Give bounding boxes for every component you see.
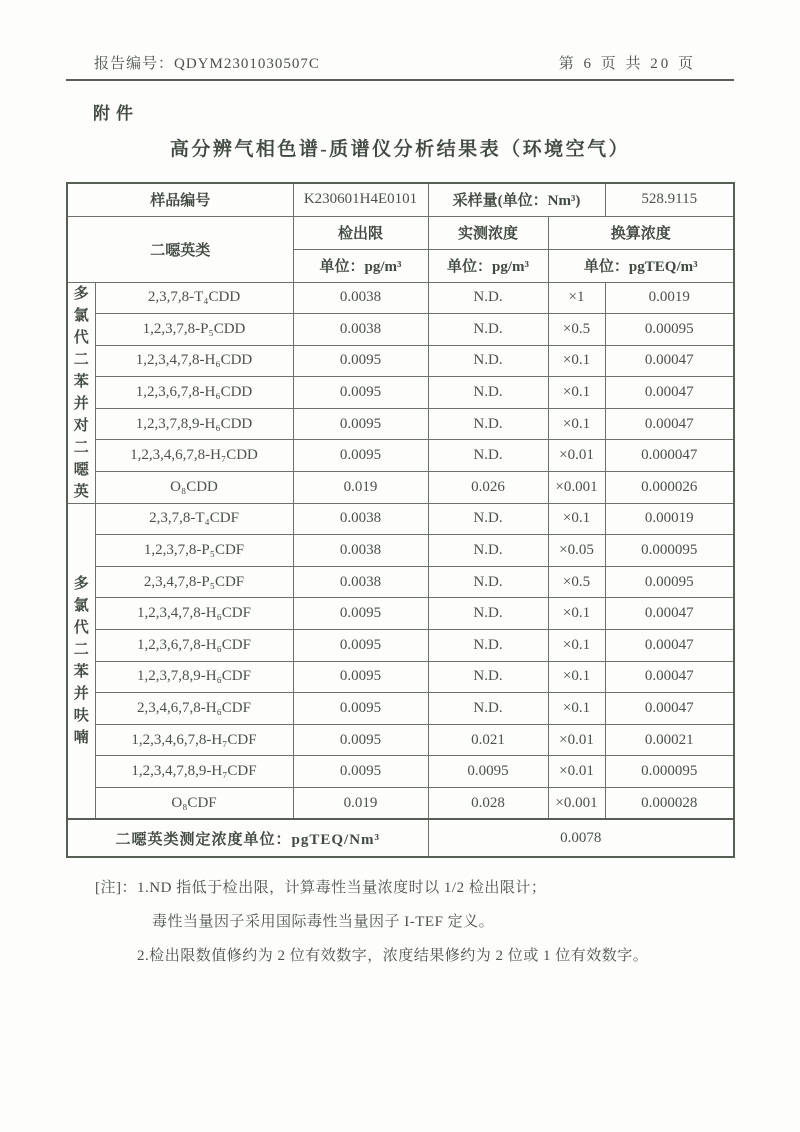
measured-value: 0.026 (428, 472, 548, 504)
table-row (67, 693, 734, 725)
converted-value: 0.00047 (605, 408, 734, 440)
measured-value: 0.028 (428, 788, 548, 820)
attachment-label: 附件 (93, 104, 139, 123)
table-row (67, 598, 734, 630)
note-line-1: [注]：1.ND 指低于检出限，计算毒性当量浓度时以 1/2 检出限计； (95, 880, 547, 896)
group-label-pcdf (67, 503, 95, 819)
compound-name: 1,2,3,4,6,7,8-H₇CDF (95, 724, 293, 756)
detection-limit-header: 检出限 (293, 216, 428, 249)
converted-value: 0.00095 (605, 314, 734, 346)
tef-factor: ×0.01 (548, 724, 605, 756)
measured-value: N.D. (428, 661, 548, 693)
tef-factor: ×0.5 (548, 314, 605, 346)
detection-limit-value: 0.0038 (293, 314, 428, 346)
measured-value: N.D. (428, 503, 548, 535)
compound-name: 1,2,3,4,7,8-H₆CDF (95, 598, 293, 630)
detection-limit-value: 0.0038 (293, 282, 428, 314)
detection-limit-value: 0.0095 (293, 440, 428, 472)
page-title: 高分辨气相色谱-质谱仪分析结果表（环境空气） (169, 139, 631, 160)
table-row (67, 282, 734, 314)
detection-limit-value: 0.0095 (293, 408, 428, 440)
sampling-volume-label: 采样量(单位：Nm³) (428, 183, 605, 216)
converted-value: 0.00047 (605, 630, 734, 662)
measured-value: N.D. (428, 408, 548, 440)
converted-value: 0.00021 (605, 724, 734, 756)
sampling-volume-value: 528.9115 (605, 183, 734, 216)
tef-factor: ×1 (548, 282, 605, 314)
compound-name: 1,2,3,7,8-P₅CDD (95, 314, 293, 346)
table-row (67, 788, 734, 820)
detection-limit-value: 0.0038 (293, 503, 428, 535)
compound-name: O₈CDD (95, 472, 293, 504)
compound-name: 2,3,7,8-T₄CDD (95, 282, 293, 314)
compound-name: 1,2,3,4,7,8,9-H₇CDF (95, 756, 293, 788)
tef-factor: ×0.1 (548, 598, 605, 630)
table-row (67, 183, 734, 216)
tef-factor: ×0.1 (548, 377, 605, 409)
measured-value: N.D. (428, 598, 548, 630)
converted-value: 0.00047 (605, 661, 734, 693)
converted-value: 0.00047 (605, 345, 734, 377)
measured-value: N.D. (428, 693, 548, 725)
tef-factor: ×0.1 (548, 345, 605, 377)
group-label-pcdd (67, 282, 95, 503)
tef-factor: ×0.001 (548, 472, 605, 504)
detection-limit-value: 0.0095 (293, 693, 428, 725)
converted-value: 0.000026 (605, 472, 734, 504)
table-row (67, 819, 734, 857)
table-row (67, 408, 734, 440)
table-row (67, 503, 734, 535)
detection-limit-value: 0.0038 (293, 535, 428, 567)
table-row (67, 724, 734, 756)
converted-value: 0.00047 (605, 598, 734, 630)
table-row (67, 661, 734, 693)
compound-name: 1,2,3,7,8-P₅CDF (95, 535, 293, 567)
compound-name: 1,2,3,7,8,9-H₆CDD (95, 408, 293, 440)
detection-limit-value: 0.0038 (293, 566, 428, 598)
detection-limit-value: 0.0095 (293, 630, 428, 662)
compound-name: 2,3,4,6,7,8-H₆CDF (95, 693, 293, 725)
total-teq-label: 二噁英类测定浓度单位：pgTEQ/Nm³ (67, 819, 428, 857)
table-row (67, 345, 734, 377)
converted-value: 0.00047 (605, 693, 734, 725)
converted-value: 0.00095 (605, 566, 734, 598)
total-teq-value: 0.0078 (428, 819, 734, 857)
notes-block (95, 878, 715, 980)
table-row (67, 314, 734, 346)
detection-limit-value: 0.019 (293, 788, 428, 820)
tef-factor: ×0.1 (548, 661, 605, 693)
converted-value: 0.000028 (605, 788, 734, 820)
converted-value: 0.000095 (605, 535, 734, 567)
table-row (67, 377, 734, 409)
group-label-pcdf-text: 多氯代二苯并呋喃 (73, 575, 89, 746)
table-row (67, 472, 734, 504)
tef-factor: ×0.1 (548, 630, 605, 662)
measured-value: N.D. (428, 440, 548, 472)
detection-limit-unit: 单位：pg/m³ (293, 249, 428, 282)
measured-value: N.D. (428, 535, 548, 567)
measured-value: N.D. (428, 282, 548, 314)
converted-unit: 单位：pgTEQ/m³ (548, 249, 734, 282)
measured-header: 实测浓度 (428, 216, 548, 249)
measured-value: N.D. (428, 345, 548, 377)
tef-factor: ×0.1 (548, 693, 605, 725)
detection-limit-value: 0.019 (293, 472, 428, 504)
detection-limit-value: 0.0095 (293, 661, 428, 693)
tef-factor: ×0.5 (548, 566, 605, 598)
table-row (67, 756, 734, 788)
tef-factor: ×0.01 (548, 440, 605, 472)
measured-value: N.D. (428, 630, 548, 662)
table-row (67, 566, 734, 598)
detection-limit-value: 0.0095 (293, 345, 428, 377)
dioxin-class-header: 二噁英类 (67, 216, 293, 282)
compound-name: 1,2,3,4,6,7,8-H₇CDD (95, 440, 293, 472)
compound-name: O₈CDF (95, 788, 293, 820)
header-divider (66, 79, 734, 81)
table-row (67, 535, 734, 567)
compound-name: 1,2,3,7,8,9-H₆CDF (95, 661, 293, 693)
converted-value: 0.0019 (605, 282, 734, 314)
measured-value: 0.021 (428, 724, 548, 756)
measured-value: N.D. (428, 314, 548, 346)
note-line-3: 2.检出限数值修约为 2 位有效数字，浓度结果修约为 2 位或 1 位有效数字。 (137, 948, 649, 964)
tef-factor: ×0.1 (548, 408, 605, 440)
page-header (66, 52, 734, 73)
tef-factor: ×0.05 (548, 535, 605, 567)
table-row (67, 630, 734, 662)
group-label-pcdd-text: 多氯代二苯并对二噁英 (73, 285, 89, 500)
compound-name: 1,2,3,4,7,8-H₆CDD (95, 345, 293, 377)
sample-id-label: 样品编号 (67, 183, 293, 216)
tef-factor: ×0.01 (548, 756, 605, 788)
converted-value: 0.00047 (605, 377, 734, 409)
table-row (67, 216, 734, 249)
converted-value: 0.000047 (605, 440, 734, 472)
detection-limit-value: 0.0095 (293, 756, 428, 788)
report-number: 报告编号：QDYM2301030507C (94, 56, 320, 72)
measured-value: 0.0095 (428, 756, 548, 788)
tef-factor: ×0.1 (548, 503, 605, 535)
page-indicator: 第 6 页 共 20 页 (558, 56, 696, 72)
converted-value: 0.000095 (605, 756, 734, 788)
compound-name: 2,3,4,7,8-P₅CDF (95, 566, 293, 598)
converted-value: 0.00019 (605, 503, 734, 535)
compound-name: 1,2,3,6,7,8-H₆CDD (95, 377, 293, 409)
converted-header: 换算浓度 (548, 216, 734, 249)
compound-name: 1,2,3,6,7,8-H₆CDF (95, 630, 293, 662)
measured-value: N.D. (428, 377, 548, 409)
table-row (67, 440, 734, 472)
measured-unit: 单位：pg/m³ (428, 249, 548, 282)
detection-limit-value: 0.0095 (293, 724, 428, 756)
results-table (66, 182, 735, 858)
sample-id-value: K230601H4E0101 (293, 183, 428, 216)
tef-factor: ×0.001 (548, 788, 605, 820)
compound-name: 2,3,7,8-T₄CDF (95, 503, 293, 535)
detection-limit-value: 0.0095 (293, 377, 428, 409)
note-line-2: 毒性当量因子采用国际毒性当量因子 I-TEF 定义。 (152, 914, 495, 930)
measured-value: N.D. (428, 566, 548, 598)
detection-limit-value: 0.0095 (293, 598, 428, 630)
